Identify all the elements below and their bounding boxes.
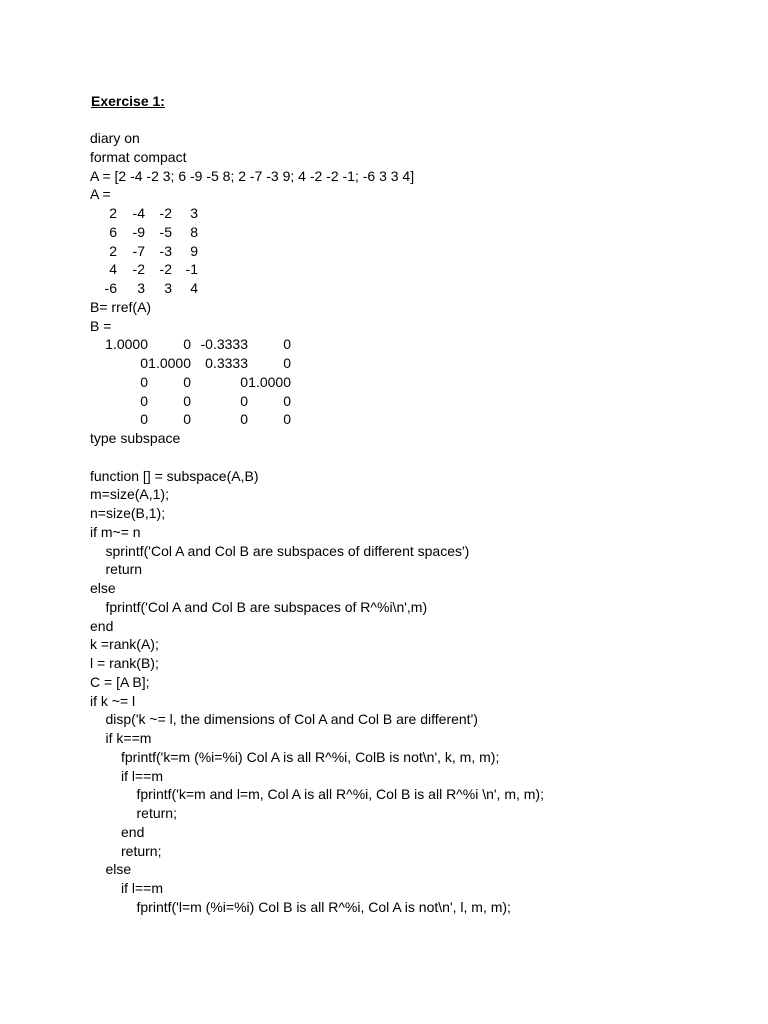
matrix-cell: 0.3333	[205, 355, 248, 371]
code-line: fprintf('l=m (%i=%i) Col B is all R^%i, Col A is not\n', l, m, m);	[136, 898, 511, 915]
code-line: m=size(A,1);	[90, 486, 169, 503]
matrix-cell: 4	[190, 280, 198, 296]
matrix-cell: 3	[137, 280, 145, 296]
code-line: end	[121, 823, 145, 840]
matrix-b-row	[90, 392, 544, 411]
code-line: sprintf('Col A and Col B are subspaces of different spaces')	[105, 542, 470, 559]
code-line: A =	[90, 186, 111, 203]
matrix-a-row	[90, 204, 544, 223]
matrix-cell: 2	[109, 205, 117, 221]
document-body	[90, 129, 544, 917]
code-line: return;	[121, 842, 162, 859]
matrix-a-row	[90, 279, 544, 298]
matrix-cell: 0	[283, 411, 291, 428]
code-line: diary on	[90, 130, 140, 146]
matrix-cell: 2	[109, 242, 117, 259]
code-line: return;	[136, 805, 177, 821]
matrix-cell: -2	[159, 205, 172, 221]
matrix-cell: 0	[183, 336, 191, 353]
code-line: if l==m	[121, 880, 164, 896]
matrix-cell: 4	[109, 261, 117, 278]
code-line: fprintf('k=m and l=m, Col A is all R^%i, Col B is all R^%i \n', m, m);	[136, 786, 544, 803]
matrix-b-row	[90, 354, 544, 373]
code-line: disp('k ~= l, the dimensions of Col A and Col B are different')	[105, 711, 478, 728]
code-line: fprintf('Col A and Col B are subspaces of R^%i\n',m)	[105, 598, 428, 615]
matrix-cell: 9	[190, 242, 198, 259]
matrix-b-row	[90, 335, 544, 354]
matrix-cell: 0	[240, 392, 248, 409]
matrix-cell: -1	[185, 261, 198, 278]
matrix-cell: 1.0000	[148, 355, 191, 371]
code-line: B =	[90, 317, 112, 334]
matrix-cell: -0.3333	[200, 336, 248, 353]
code-line: if k==m	[105, 730, 152, 746]
matrix-cell: 0	[140, 355, 148, 371]
matrix-cell: 0	[283, 336, 291, 353]
matrix-cell: -7	[132, 242, 145, 259]
matrix-cell: 8	[190, 223, 198, 240]
code-line: function [] = subspace(A,B)	[90, 467, 259, 484]
code-line: end	[90, 617, 114, 634]
code-line: C = [A B];	[90, 673, 150, 690]
matrix-cell: 0	[283, 392, 291, 409]
matrix-cell: -3	[159, 242, 172, 259]
code-line: format compact	[90, 148, 187, 165]
matrix-a-row	[90, 242, 544, 261]
code-line: n=size(B,1);	[90, 505, 166, 521]
matrix-cell: 1.0000	[248, 373, 291, 390]
matrix-cell: -9	[132, 223, 145, 240]
matrix-b-row	[90, 373, 544, 392]
matrix-cell: 0	[240, 411, 248, 428]
code-line: if k ~= l	[90, 692, 136, 709]
matrix-a-row	[90, 223, 544, 242]
matrix-cell: -2	[159, 261, 172, 278]
matrix-cell: -4	[132, 205, 145, 221]
matrix-cell: -2	[132, 261, 145, 278]
matrix-cell: 0	[183, 411, 191, 428]
code-line: else	[105, 861, 132, 878]
code-line: if l==m	[121, 767, 164, 784]
matrix-cell: 0	[183, 392, 191, 409]
matrix-cell: 0	[283, 355, 291, 371]
blank-line	[90, 448, 544, 467]
code-line: l = rank(B);	[90, 655, 159, 671]
matrix-cell: 0	[183, 373, 191, 390]
matrix-a-row	[90, 260, 544, 279]
matrix-cell: -6	[104, 280, 117, 296]
matrix-cell: 6	[109, 223, 117, 240]
matrix-cell: 0	[240, 373, 248, 390]
code-line: A = [2 -4 -2 3; 6 -9 -5 8; 2 -7 -3 9; 4 -2 -2 -1; -6 3 3 4]	[90, 167, 415, 184]
matrix-cell: 3	[164, 280, 172, 296]
matrix-cell: 3	[190, 205, 198, 221]
code-line: return	[105, 561, 143, 578]
matrix-cell: 0	[140, 373, 148, 390]
matrix-cell: 0	[140, 392, 148, 409]
code-line: fprintf('k=m (%i=%i) Col A is all R^%i, ColB is not\n', k, m, m);	[121, 748, 500, 765]
code-line: type subspace	[90, 430, 181, 446]
code-line: k =rank(A);	[90, 636, 159, 653]
matrix-b-row	[90, 410, 544, 429]
matrix-cell: -5	[159, 223, 172, 240]
code-line: if m~= n	[90, 523, 141, 540]
matrix-cell: 0	[140, 411, 148, 428]
code-line: B= rref(A)	[90, 298, 152, 315]
matrix-cell: 1.0000	[105, 336, 148, 353]
exercise-title: Exercise 1:	[91, 93, 165, 109]
code-line: else	[90, 580, 116, 596]
